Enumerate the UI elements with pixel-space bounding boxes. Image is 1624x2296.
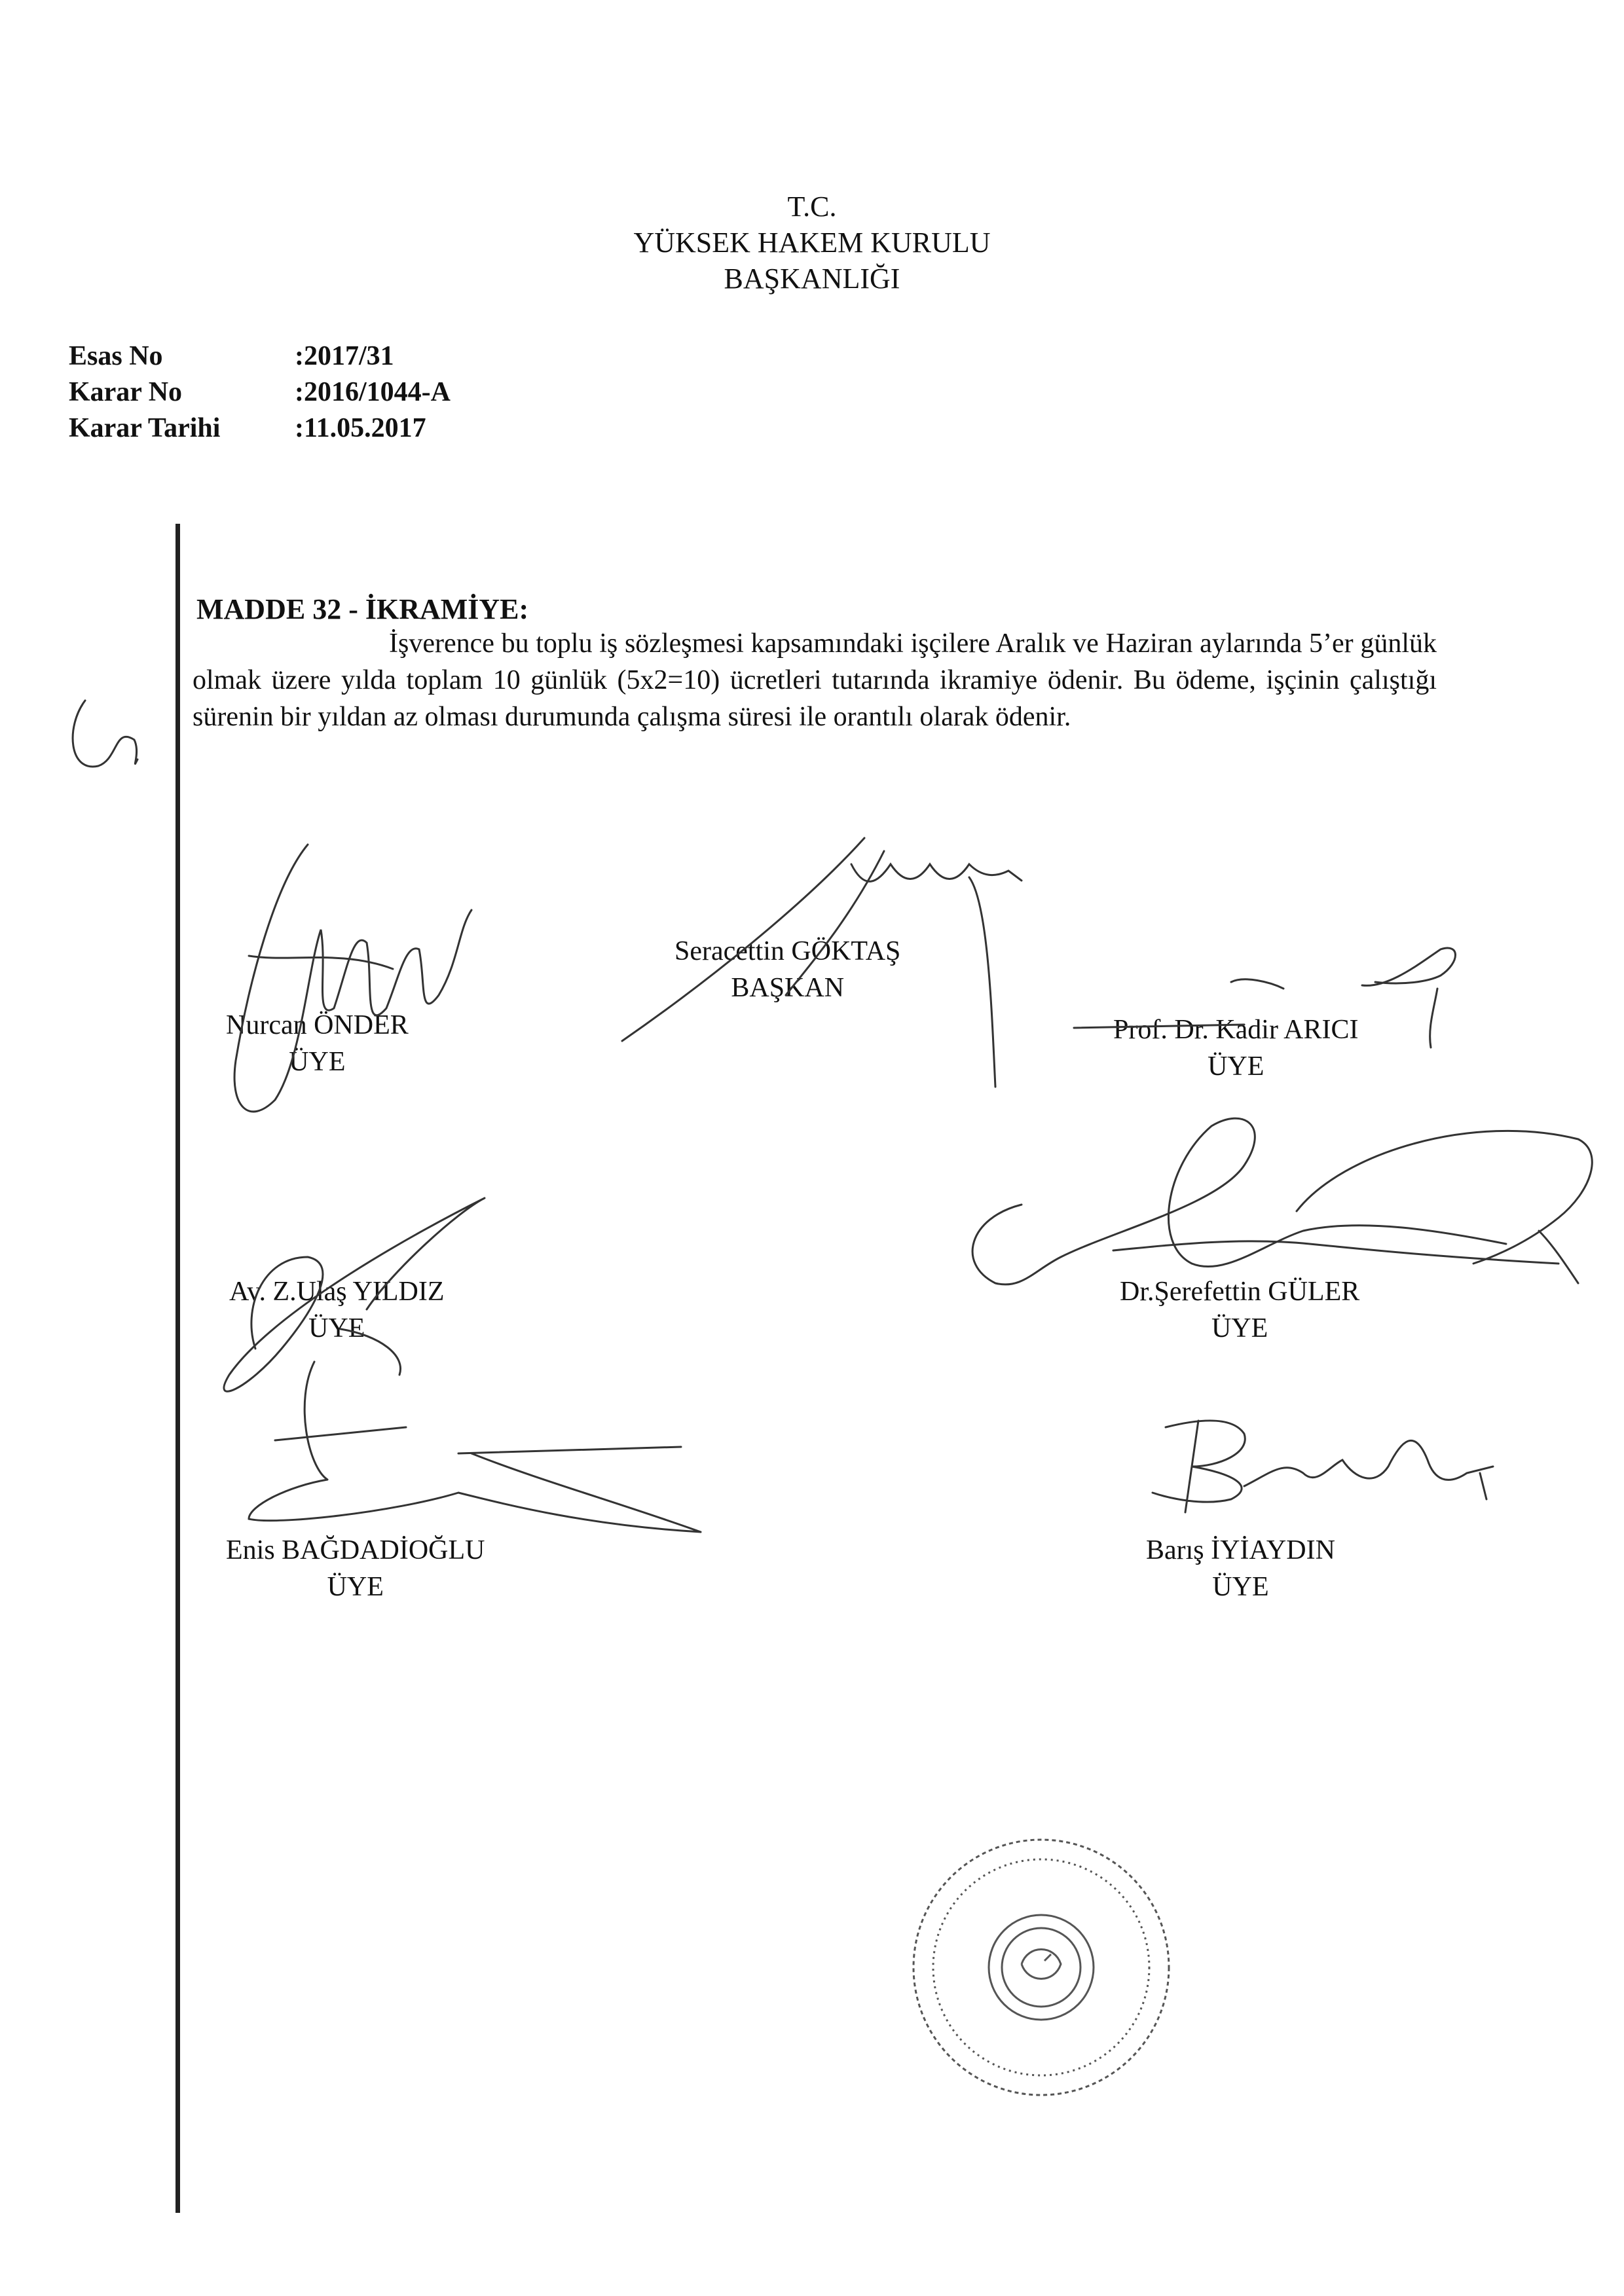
decision-number-value: :2016/1044-A bbox=[295, 377, 451, 407]
signatory-name: Enis BAĞDADİOĞLU bbox=[226, 1535, 485, 1565]
header-institution: YÜKSEK HAKEM KURULU bbox=[633, 227, 991, 259]
article-paragraph: İşverence bu toplu iş sözleşmesi kapsamındaki işçilere Aralık ve Haziran aylarında 5’er günlük olmak üzere yılda toplam 10 günlük (5x2=10) ücretleri tutarında ikramiye ödenir. Bu ödeme, işçinin çalıştığı sürenin bir yıldan az olması durumunda çalışma süresi ile orantılı olarak ödenir. bbox=[193, 629, 1437, 732]
signature-guler bbox=[972, 1118, 1592, 1285]
case-number-label: Esas No bbox=[69, 341, 163, 371]
header-presidency: BAŞKANLIĞI bbox=[724, 263, 900, 295]
signatory-name: Prof. Dr. Kadir ARICI bbox=[1113, 1015, 1359, 1045]
signatory-name: Dr.Şerefettin GÜLER bbox=[1120, 1277, 1360, 1307]
signature-bagdadioglu bbox=[249, 1362, 701, 1532]
article-body bbox=[193, 625, 1437, 735]
margin-bar bbox=[175, 524, 180, 2213]
signatory-role: BAŞKAN bbox=[731, 973, 845, 1003]
signature-iyiaydin bbox=[1153, 1421, 1493, 1512]
signatory-role: ÜYE bbox=[1208, 1051, 1264, 1082]
signatory-name: Barış İYİAYDIN bbox=[1146, 1535, 1335, 1565]
decision-number-label: Karar No bbox=[69, 377, 183, 407]
signatory-role: ÜYE bbox=[1211, 1313, 1268, 1343]
decision-date bbox=[69, 411, 426, 445]
signatory-member-5 bbox=[226, 1532, 485, 1605]
decision-date-value: :11.05.2017 bbox=[295, 413, 426, 443]
decision-number bbox=[69, 375, 451, 409]
signatory-role: ÜYE bbox=[289, 1047, 346, 1077]
decision-date-label: Karar Tarihi bbox=[69, 413, 221, 443]
signatory-member-4 bbox=[1120, 1273, 1359, 1347]
margin-initial-signature bbox=[73, 701, 138, 767]
case-number-value: :2017/31 bbox=[295, 341, 394, 371]
signatory-name: Seracettin GÖKTAŞ bbox=[674, 936, 901, 966]
signatory-role: ÜYE bbox=[308, 1313, 365, 1343]
signatory-member-6 bbox=[1146, 1532, 1335, 1605]
signatory-member-2 bbox=[1113, 1011, 1358, 1085]
signatory-role: ÜYE bbox=[327, 1572, 384, 1602]
signatory-president bbox=[674, 933, 900, 1006]
signatory-member-3 bbox=[229, 1273, 445, 1347]
signatory-member-1 bbox=[226, 1007, 409, 1080]
case-number bbox=[69, 339, 394, 373]
signatory-name: Av. Z.Ulaş YILDIZ bbox=[229, 1277, 445, 1307]
article-title: MADDE 32 - İKRAMİYE: bbox=[196, 593, 529, 625]
official-seal bbox=[913, 1840, 1169, 2095]
signatory-name: Nurcan ÖNDER bbox=[226, 1010, 409, 1040]
signatory-role: ÜYE bbox=[1212, 1572, 1269, 1602]
header-tc: T.C. bbox=[787, 191, 837, 223]
